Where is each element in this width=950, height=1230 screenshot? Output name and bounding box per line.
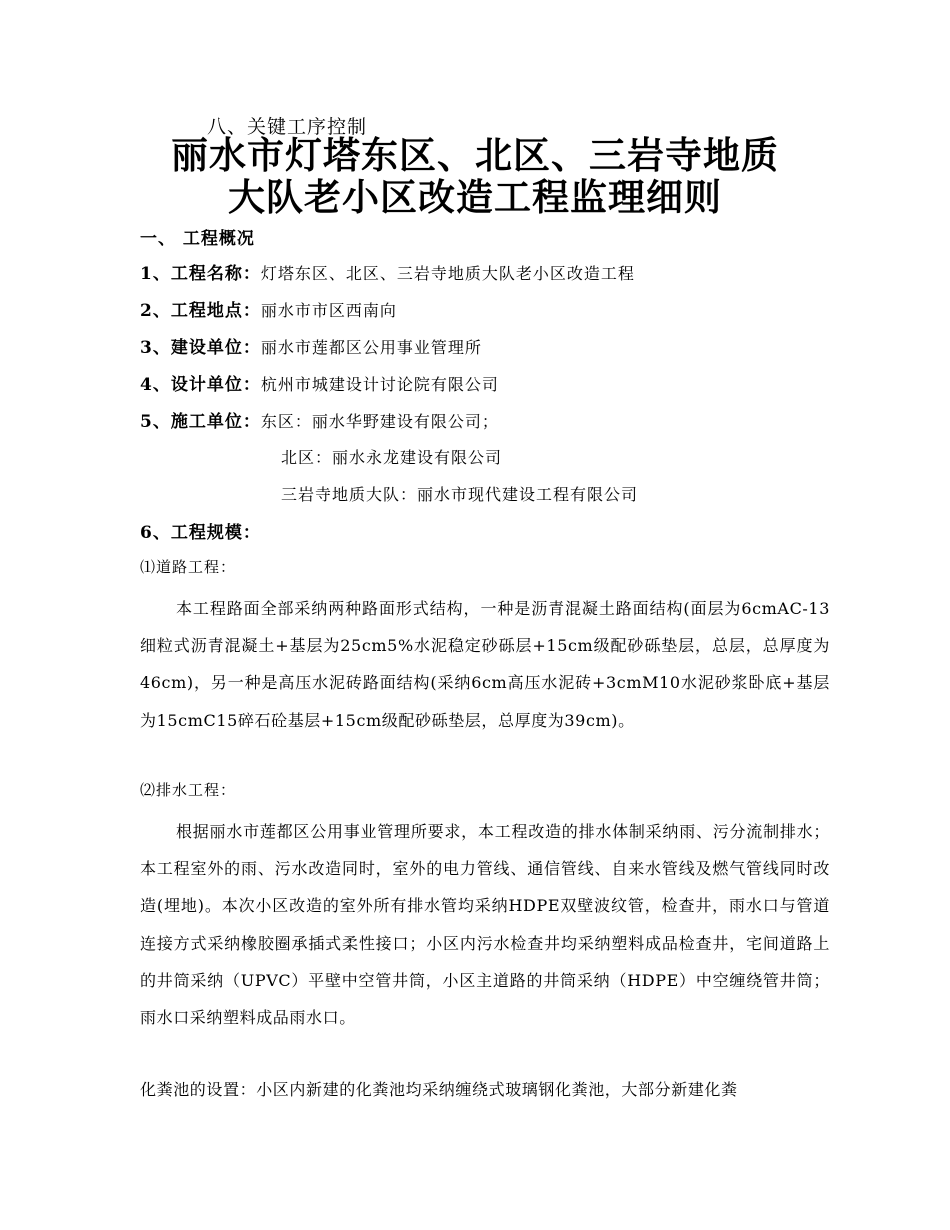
info-label: 4、设计单位： xyxy=(140,375,261,395)
road-heading: ⑴道路工程： xyxy=(140,558,237,576)
info-row-client xyxy=(140,333,482,358)
document-title-line2: 大队老小区改造工程监理细则 xyxy=(228,175,722,219)
info-row-designer xyxy=(140,370,499,395)
toc-item: 八、关键工序控制 xyxy=(207,116,368,138)
drainage-paragraph: 根据丽水市莲都区公用事业管理所要求，本工程改造的排水体制采纳雨、污分流制排水；本工程室外的雨、污水改造同时，室外的电力管线、通信管线、自来水管线及燃气管线同时改造(埋地)。本次小区改造的室外所有排水管均采纳HDPE双壁波纹管，检查井，雨水口与管道连接方式采纳橡胶圈承插式柔性接口；小区内污水检查井均采纳塑料成品检查井，宅间道路上的井筒采纳（UPVC）平壁中空管井筒，小区主道路的井筒采纳（HDPE）中空缠绕管井筒；雨水口采纳塑料成品雨水口。 xyxy=(140,822,830,1028)
road-paragraph: 本工程路面全部采纳两种路面形式结构，一种是沥青混凝土路面结构(面层为6cmAC-13细粒式沥青混凝土+基层为25cm5%水泥稳定砂砾层+15cm级配砂砾垫层，总层，总厚度为46cm)，另一种是高压水泥砖路面结构(采纳6cm高压水泥砖+3cmM10水泥砂浆卧底+基层为15cmC15碎石砼基层+15cm级配砂砾垫层，总厚度为39cm)。 xyxy=(140,599,830,730)
contractor-sanyansi: 三岩寺地质大队：丽水市现代建设工程有限公司 xyxy=(281,485,639,504)
drainage-heading: ⑵排水工程： xyxy=(140,781,237,799)
info-row-name xyxy=(140,259,635,284)
info-row-location xyxy=(140,296,397,321)
contractor-north: 北区：丽水永龙建设有限公司 xyxy=(281,448,503,467)
document-title-line1: 丽水市灯塔东区、北区、三岩寺地质 xyxy=(171,133,779,177)
septic-paragraph: 化粪池的设置：小区内新建的化粪池均采纳缠绕式玻璃钢化粪池，大部分新建化粪 xyxy=(140,1080,738,1099)
info-value: 丽水市市区西南向 xyxy=(260,301,397,320)
info-label: 5、施工单位： xyxy=(140,412,261,432)
info-label: 2、工程地点： xyxy=(140,301,261,321)
info-value: 丽水市莲都区公用事业管理所 xyxy=(260,338,482,357)
info-value: 灯塔东区、北区、三岩寺地质大队老小区改造工程 xyxy=(260,264,635,283)
section-heading: 一、 工程概况 xyxy=(140,229,255,249)
info-value: 东区：丽水华野建设有限公司； xyxy=(260,412,499,431)
info-value: 杭州市城建设计讨论院有限公司 xyxy=(260,375,499,394)
info-label: 1、工程名称： xyxy=(140,264,261,284)
info-label: 3、建设单位： xyxy=(140,338,261,358)
info-row-contractor xyxy=(140,407,499,432)
scale-label: 6、工程规模： xyxy=(140,523,261,543)
